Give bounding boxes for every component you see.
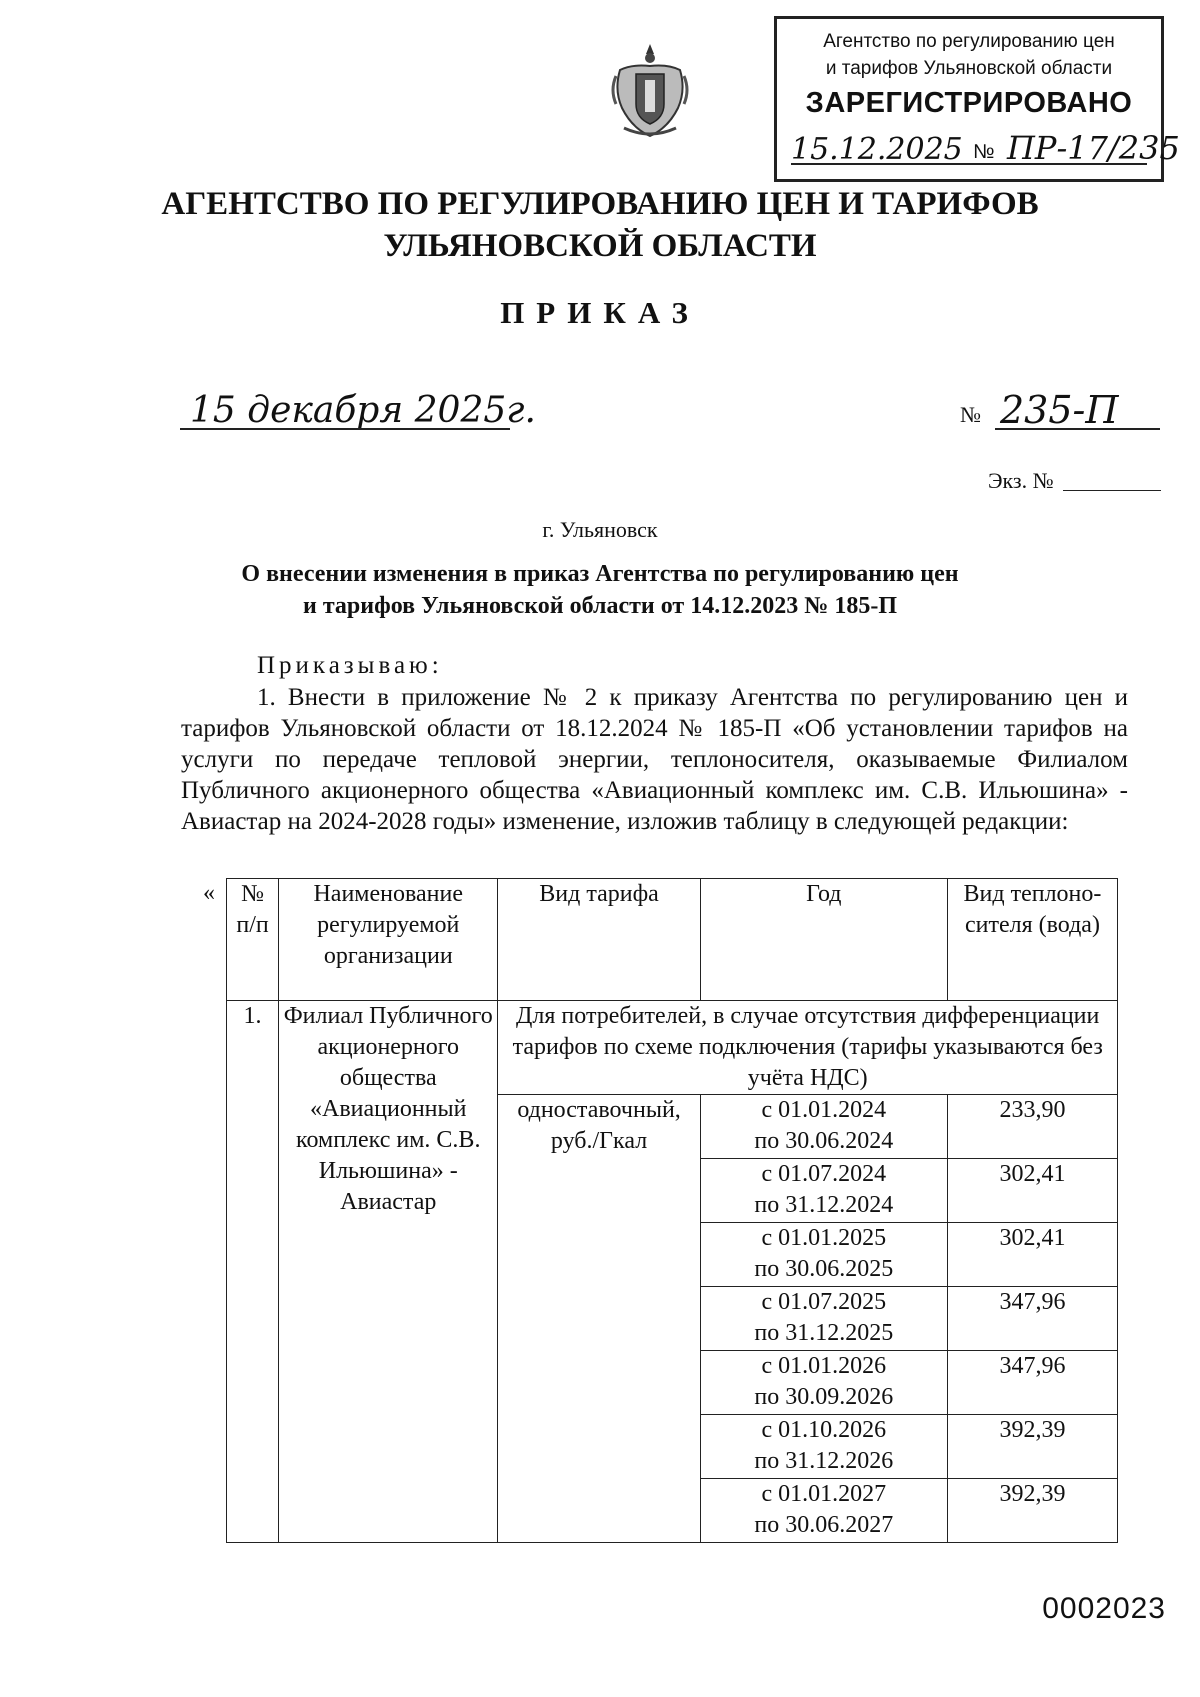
- period-to: по 31.12.2024: [754, 1192, 894, 1218]
- copy-number-label: Экз. №: [988, 468, 1054, 493]
- period-to: по 31.12.2025: [754, 1320, 894, 1346]
- document-title: [0, 558, 1200, 622]
- period-from: с 01.01.2027: [761, 1481, 887, 1507]
- coat-of-arms-icon: [610, 40, 690, 140]
- stamp-date: 15.12.2025: [791, 132, 963, 167]
- period-to: по 30.06.2025: [754, 1256, 894, 1282]
- period-from: с 01.01.2025: [761, 1225, 887, 1251]
- stamp-no-label: №: [973, 141, 995, 163]
- paragraph-1: [181, 682, 1128, 837]
- period-from: с 01.01.2024: [761, 1097, 887, 1123]
- period-to: по 30.06.2024: [754, 1128, 894, 1154]
- tariff-value: 302,41: [947, 1159, 1117, 1223]
- tariff-value: 347,96: [947, 1351, 1117, 1415]
- open-quote: «: [203, 880, 215, 906]
- period-from: с 01.10.2026: [761, 1417, 887, 1443]
- date-underline: [180, 428, 510, 430]
- tariff-value: 347,96: [947, 1287, 1117, 1351]
- tariff-value: 392,39: [947, 1415, 1117, 1479]
- doc-type-title: ПРИКАЗ: [500, 295, 700, 330]
- tariff-value: 233,90: [947, 1095, 1117, 1159]
- period-cell: [700, 1223, 947, 1287]
- period-from: с 01.07.2025: [761, 1289, 887, 1315]
- table-row: [227, 1001, 1118, 1095]
- period-cell: [700, 1095, 947, 1159]
- registration-stamp: [774, 16, 1180, 182]
- period-cell: [700, 1479, 947, 1543]
- stamp-underline: [791, 163, 1147, 165]
- header-year: Год: [700, 879, 947, 1001]
- agency-line2: УЛЬЯНОВСКОЙ ОБЛАСТИ: [383, 228, 817, 264]
- header-tariff-type: Вид тарифа: [498, 879, 700, 1001]
- stamp-agency-line2: и тарифов Ульяновской области: [825, 58, 1113, 79]
- period-from: с 01.07.2024: [761, 1161, 887, 1187]
- order-number-label: №: [960, 402, 981, 427]
- copy-number-line: [1063, 490, 1161, 491]
- period-to: по 31.12.2026: [754, 1448, 894, 1474]
- period-to: по 30.06.2027: [754, 1512, 894, 1538]
- title-line1: О внесении изменения в приказ Агентства по регулированию цен: [241, 561, 959, 587]
- document-serial-number: 0002023: [1042, 1592, 1166, 1625]
- period-to: по 30.09.2026: [754, 1384, 894, 1410]
- tariff-value: 302,41: [947, 1223, 1117, 1287]
- period-cell: [700, 1351, 947, 1415]
- order-number: 235-П: [1000, 388, 1119, 432]
- number-underline: [995, 428, 1160, 430]
- tariff-table: [226, 878, 1118, 1543]
- city: г. Ульяновск: [542, 517, 658, 542]
- period-cell: [700, 1415, 947, 1479]
- header-num: № п/п: [227, 879, 279, 1001]
- paragraph-1-text: 1. Внести в приложение № 2 к приказу Агентства по регулированию цен и тарифов Ульяновской области от 18.12.2024 № 185-П «Об установлении тарифов на услуги по передаче тепловой энергии, теплоносителя, оказываемые Филиалом Публичного акционерного общества «Авиационный комплекс им. С.В. Ильюшина» - Авиастар на 2024-2028 годы» изменение, изложив таблицу в следующей редакции:: [181, 684, 1128, 835]
- order-word: Приказываю:: [257, 652, 443, 679]
- header-org: Наименование регулируемой организации: [279, 879, 498, 1001]
- period-cell: [700, 1159, 947, 1223]
- order-date: 15 декабря 2025г.: [190, 390, 536, 431]
- stamp-agency-line1: Агентство по регулированию цен: [823, 31, 1115, 52]
- table-header-row: [227, 879, 1118, 1001]
- tariff-value: 392,39: [947, 1479, 1117, 1543]
- period-from: с 01.01.2026: [761, 1353, 887, 1379]
- agency-line1: АГЕНТСТВО ПО РЕГУЛИРОВАНИЮ ЦЕН И ТАРИФОВ: [161, 186, 1039, 222]
- row-number: 1.: [227, 1001, 279, 1543]
- agency-heading: [0, 183, 1200, 267]
- tariff-kind: одноставочный, руб./Гкал: [498, 1095, 700, 1543]
- header-carrier: Вид теплоно-сителя (вода): [947, 879, 1117, 1001]
- group-heading: Для потребителей, в случае отсутствия дифференциации тарифов по схеме подключения (тарифы указываются без учёта НДС): [498, 1001, 1118, 1095]
- stamp-number: ПР-17/235: [1007, 129, 1180, 167]
- period-cell: [700, 1287, 947, 1351]
- org-name: Филиал Публичного акционерного общества «Авиационный комплекс им. С.В. Ильюшина» - Авиастар: [279, 1001, 498, 1543]
- stamp-status: ЗАРЕГИСТРИРОВАНО: [805, 87, 1133, 119]
- title-line2: и тарифов Ульяновской области от 14.12.2023 № 185-П: [303, 593, 897, 619]
